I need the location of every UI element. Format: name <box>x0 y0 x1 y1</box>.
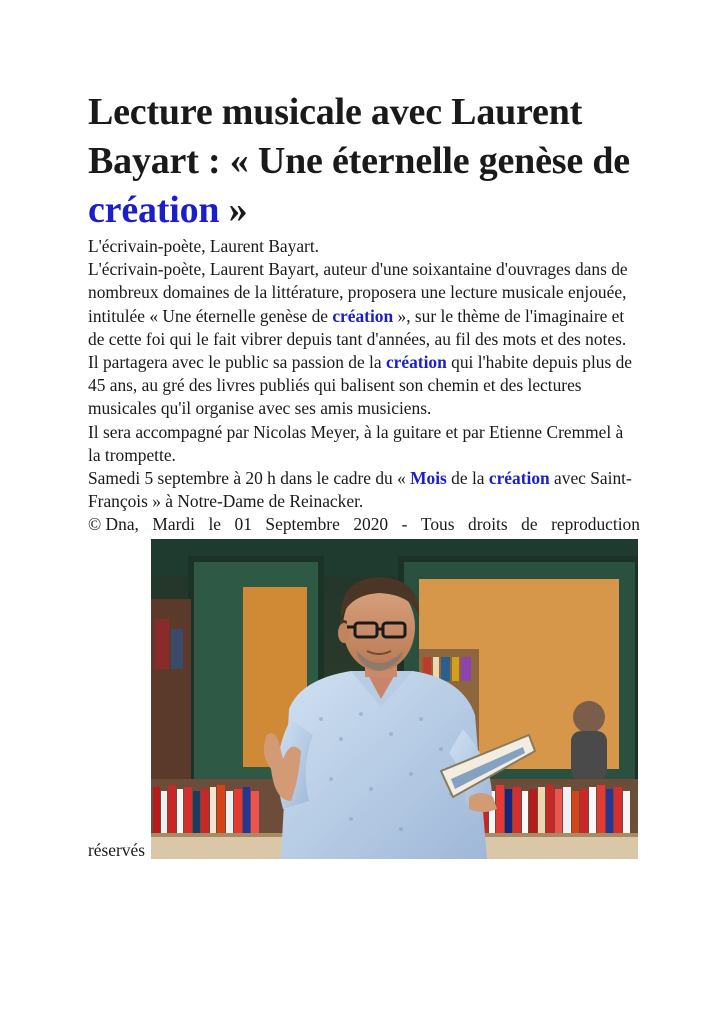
highlight-term: création <box>385 352 447 373</box>
photo-caption: L'écrivain-poète, Laurent Bayart. <box>88 236 320 256</box>
paragraph-text: qui l'habite depuis plus de 45 ans, au gré des livres publiés qui balisent son chemin et des lectures musicales qu'il organise avec ses amis musiciens. <box>88 352 633 419</box>
photo-row <box>88 537 640 867</box>
copyright-word: droits <box>468 514 508 535</box>
paragraph-musicians: Il sera accompagné par Nicolas Meyer, à la guitare et par Etienne Cremmel à la trompette. <box>88 421 624 465</box>
headline-text-end: » <box>219 189 248 231</box>
article-body <box>88 235 640 867</box>
article-photo <box>151 539 638 859</box>
paragraph-event <box>88 467 640 513</box>
paragraph-intro <box>88 258 640 420</box>
paragraph-text: de la <box>446 468 489 489</box>
headline-highlight: création <box>88 189 220 231</box>
highlight-term: création <box>488 468 550 489</box>
photo-illustration <box>151 539 638 859</box>
copyright-line <box>88 513 640 536</box>
copyright-word: le <box>208 514 221 535</box>
highlight-term: Mois <box>410 468 447 489</box>
copyright-word: de <box>521 514 538 535</box>
copyright-word: reproduction <box>551 514 640 535</box>
headline-text: Lecture musicale avec Laurent Bayart : « Une éternelle genèse de <box>88 91 630 182</box>
article-headline <box>88 88 640 235</box>
copyright-word: Tous <box>420 514 455 535</box>
highlight-term: création <box>332 305 394 326</box>
copyright-word: Mardi <box>152 514 195 535</box>
article <box>88 88 640 867</box>
copyright-word: - <box>401 514 408 535</box>
copyright-word: Septembre <box>265 514 340 535</box>
paragraph-text: Samedi 5 septembre à 20 h dans le cadre du « <box>88 468 411 489</box>
copyright-word: © Dna, <box>88 514 139 535</box>
paragraph-text: L'écrivain-poète, Laurent Bayart, auteur d'une soixantaine d'ouvrages dans de nombreux domaines de la littérature, proposera une lecture musicale enjouée, intitulée « Une éternelle genèse de <box>88 259 628 326</box>
paragraph-text: avec Saint-François » à Notre-Dame de Reinacker. <box>88 468 632 512</box>
copyright-end: réservés <box>88 839 145 860</box>
paragraph-text: », sur le thème de l'imaginaire et de cette foi qui le fait vibrer depuis tant d'années, au fil des mots et des notes. Il partagera avec le public sa passion de la <box>88 305 627 373</box>
copyright-word: 01 <box>234 514 252 535</box>
copyright-word: 2020 <box>353 514 389 535</box>
